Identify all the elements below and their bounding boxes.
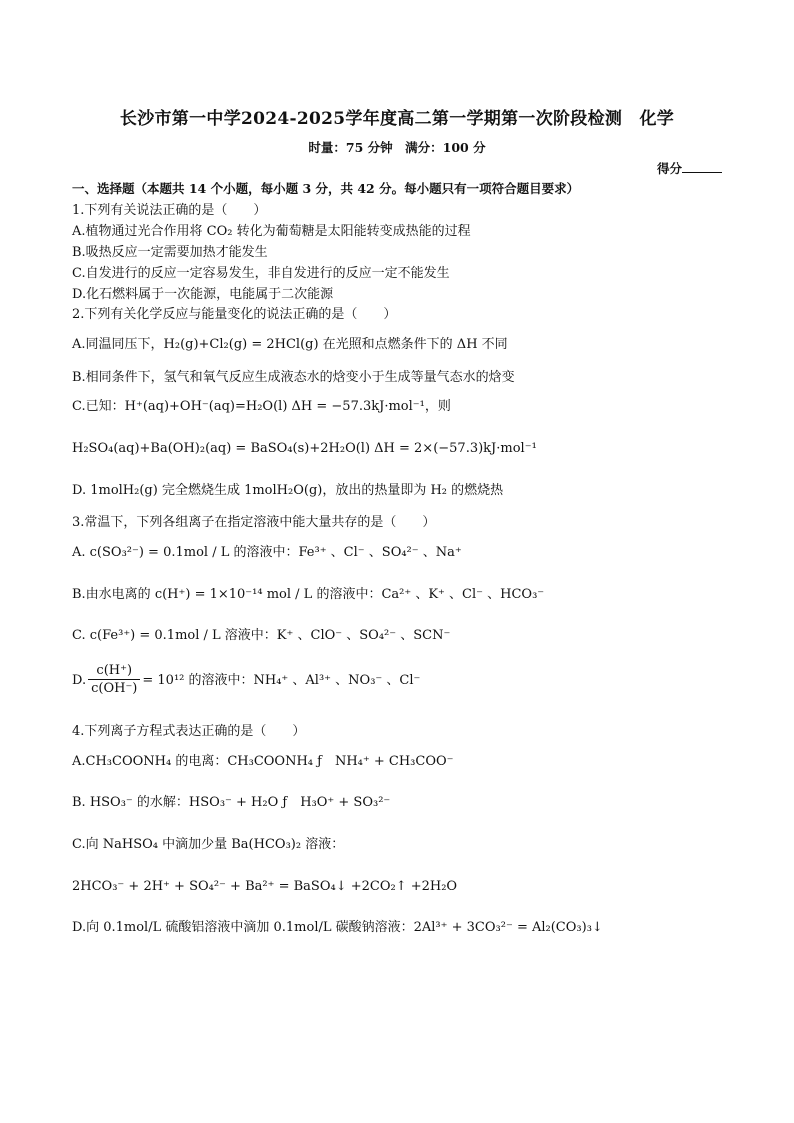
section-heading: 一、选择题（本题共 14 个小题，每小题 3 分，共 42 分。每小题只有一项符合题目要求） bbox=[72, 181, 580, 196]
q2-option-a: A.同温同压下，H₂(g)+Cl₂(g) = 2HCl(g) 在光照和点燃条件下的 ΔH 不同 bbox=[72, 337, 508, 352]
question-1-stem: 1.下列有关说法正确的是（ ） bbox=[72, 203, 267, 218]
q3-option-c: C. c(Fe³⁺) = 0.1mol / L 溶液中：K⁺ 、ClO⁻ 、SO₄²⁻ 、SCN⁻ bbox=[72, 628, 451, 643]
fraction-numerator: c(H⁺) bbox=[88, 663, 140, 680]
concentration-ratio-fraction bbox=[88, 663, 140, 698]
q4-option-d: D.向 0.1mol/L 硫酸铝溶液中滴加 0.1mol/L 碳酸钠溶液：2Al³⁺ + 3CO₃²⁻ = Al₂(CO₃)₃↓ bbox=[72, 920, 603, 935]
q2-option-d: D. 1molH₂(g) 完全燃烧生成 1molH₂O(g)，放出的热量即为 H₂ 的燃烧热 bbox=[72, 483, 504, 498]
q3-option-b: B.由水电离的 c(H⁺) = 1×10⁻¹⁴ mol / L 的溶液中：Ca²⁺ 、K⁺ 、Cl⁻ 、HCO₃⁻ bbox=[72, 587, 545, 602]
question-3-stem: 3.常温下，下列各组离子在指定溶液中能大量共存的是（ ） bbox=[72, 515, 436, 530]
q3-option-a: A. c(SO₃²⁻) = 0.1mol / L 的溶液中：Fe³⁺ 、Cl⁻ 、SO₄²⁻ 、Na⁺ bbox=[72, 545, 462, 560]
q3-option-d-prefix: D. bbox=[72, 673, 87, 688]
q1-option-a: A.植物通过光合作用将 CO₂ 转化为葡萄糖是太阳能转变成热能的过程 bbox=[72, 224, 471, 239]
q2-option-b: B.相同条件下，氢气和氧气反应生成液态水的焓变小于生成等量气态水的焓变 bbox=[72, 370, 515, 385]
score-label: 得分 bbox=[656, 161, 682, 176]
q1-option-d: D.化石燃料属于一次能源，电能属于二次能源 bbox=[72, 287, 334, 302]
question-4-stem: 4.下列离子方程式表达正确的是（ ） bbox=[72, 724, 306, 739]
q2-option-c: C.已知：H⁺(aq)+OH⁻(aq)=H₂O(l) ΔH = −57.3kJ·mol⁻¹，则 bbox=[72, 399, 451, 414]
q3-option-d bbox=[72, 663, 420, 698]
page-title: 长沙市第一中学2024-2025学年度高二第一学期第一次阶段检测 化学 bbox=[119, 109, 675, 129]
question-2-stem: 2.下列有关化学反应与能量变化的说法正确的是（ ） bbox=[72, 307, 397, 322]
q4-option-b: B. HSO₃⁻ 的水解：HSO₃⁻ + H₂O ƒ H₃O⁺ + SO₃²⁻ bbox=[72, 795, 391, 810]
q3-option-d-text: = 10¹² 的溶液中：NH₄⁺ 、Al³⁺ 、NO₃⁻ 、Cl⁻ bbox=[142, 673, 421, 688]
q4-option-a: A.CH₃COONH₄ 的电离：CH₃COONH₄ ƒ NH₄⁺ + CH₃COO⁻ bbox=[72, 754, 454, 769]
q1-option-c: C.自发进行的反应一定容易发生，非自发进行的反应一定不能发生 bbox=[72, 266, 450, 281]
q1-option-b: B.吸热反应一定需要加热才能发生 bbox=[72, 245, 268, 260]
q4-option-c-equation: 2HCO₃⁻ + 2H⁺ + SO₄²⁻ + Ba²⁺ = BaSO₄↓ +2CO₂↑ +2H₂O bbox=[72, 879, 458, 894]
score-field bbox=[657, 159, 722, 177]
exam-meta: 时量：75 分钟 满分：100 分 bbox=[308, 140, 486, 155]
fraction-denominator: c(OH⁻) bbox=[91, 681, 138, 696]
score-blank[interactable] bbox=[682, 160, 722, 173]
q4-option-c: C.向 NaHSO₄ 中滴加少量 Ba(HCO₃)₂ 溶液： bbox=[72, 837, 345, 852]
q2-option-c-equation: H₂SO₄(aq)+Ba(OH)₂(aq) = BaSO₄(s)+2H₂O(l) ΔH = 2×(−57.3)kJ·mol⁻¹ bbox=[72, 441, 537, 456]
